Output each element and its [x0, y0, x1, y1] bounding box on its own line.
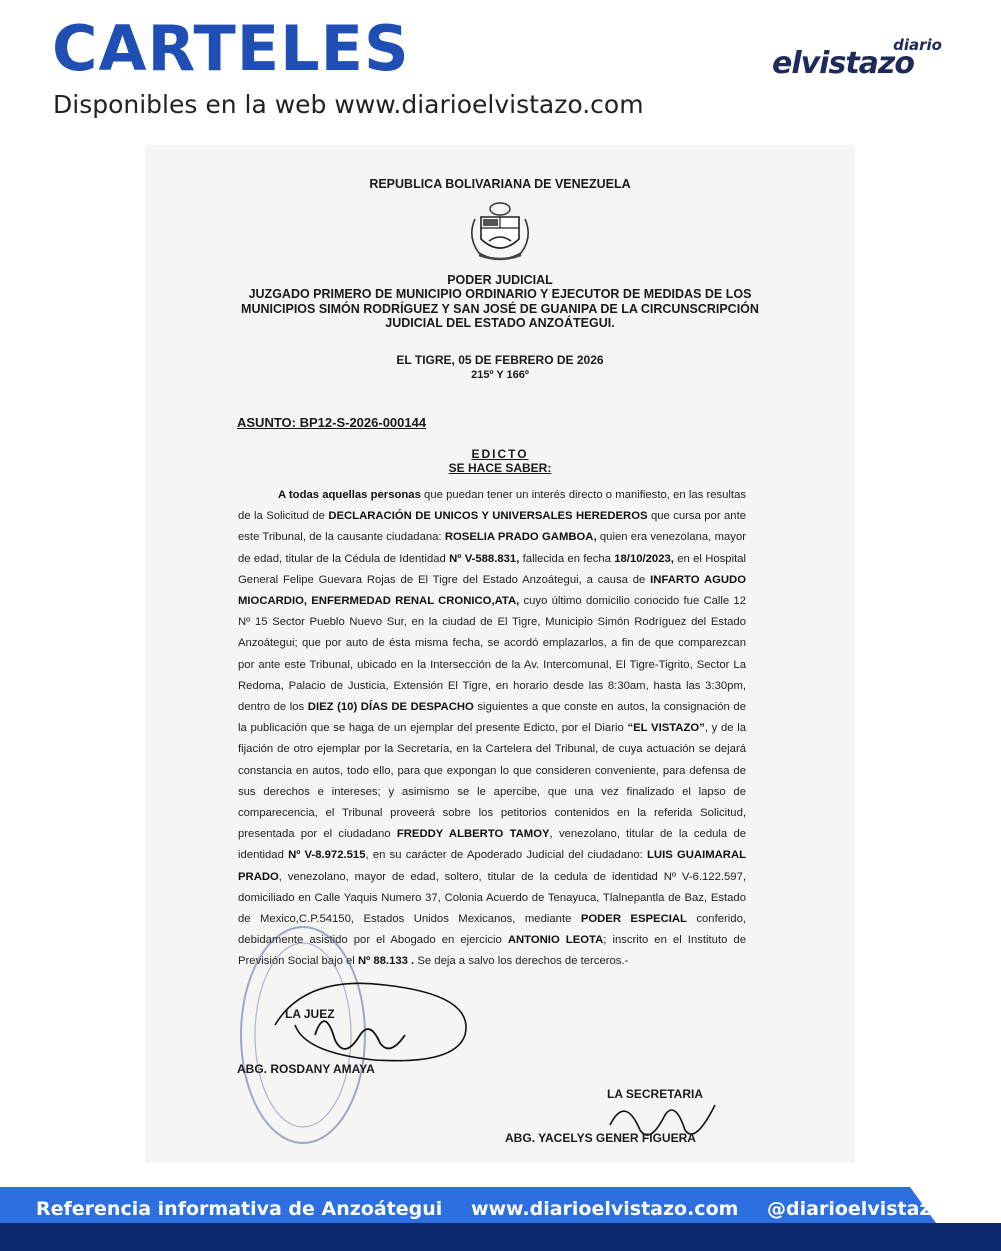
brand-logo: [772, 36, 952, 86]
coat-of-arms-icon: [459, 197, 541, 267]
poder-judicial-heading: PODER JUDICIAL: [447, 273, 553, 287]
footer-text: [36, 1198, 966, 1220]
footer-website-link[interactable]: www.diarioelvistazo.com: [470, 1198, 739, 1220]
republic-heading: REPUBLICA BOLIVARIANA DE VENEZUELA: [369, 177, 631, 191]
judge-role: LA JUEZ: [285, 1007, 335, 1021]
footer-social-handle[interactable]: @diarioelvistazo: [767, 1198, 944, 1220]
edict-title: EDICTO: [471, 447, 529, 461]
case-subject: ASUNTO: BP12-S-2026-000144: [237, 415, 427, 430]
logo-small-text: diario: [893, 36, 942, 54]
page-subtitle: Disponibles en la web www.diarioelvistazo.com: [53, 90, 644, 119]
year-numbers: 215º Y 166º: [471, 369, 529, 381]
footer-reference: Referencia informativa de Anzoátegui: [36, 1198, 443, 1220]
edict-paragraph: A todas aquellas personas que puedan tener un interés directo o manifiesto, en las resultas de la Solicitud de DECLARACIÓN DE UNICOS Y UNIVERSALES HEREDEROS que cursa por ante este Tribunal, de la causante ciudadana: ROSELIA PRADO GAMBOA, quien era venezolana, mayor de edad, titular de la Cédula de Identidad Nº V-588.831, fallecida en fecha 18/10/2023, en el Hospital General Felipe Guevara Rojas de El Tigre del Estado Anzoátegui, a causa de INFARTO AGUDO MIOCARDIO, ENFERMEDAD RENAL CRONICO,ATA, cuyo último domicilio conocido fue Calle 12 Nº 15 Sector Pueblo Nuevo Sur, en la ciudad de El Tigre, Municipio Simón Rodríguez del Estado Anzoátegui; que por auto de ésta misma fecha, se acordó emplazarlos, a fin de que comparezcan por ante este Tribunal, ubicado en la Intersección de la Av. Intercomunal, El Tigre-Tigrito, Sector La Redoma, Palacio de Justicia, Extensión El Tigre, en horario desde las 8:30am, hasta las 3:30pm, dentro de los DIEZ (10) DÍAS DE DESPACHO siguientes a que conste en autos, la consignación de la publicación que se haga de un ejemplar del presente Edicto, por el Diario “EL VISTAZO”, y de la fijación de otro ejemplar por la Secretaría, en la Cartelera del Tribunal, de cuya actuación se dejará constancia en autos, todo ello, para que expongan lo que consideren conveniente, para defensa de sus derechos e intereses; y asimismo se le apercibe, que una vez finalizado el lapso de comparecencia, el Tribunal proveerá sobre los petitorios contenidos en la referida Solicitud, presentada por el ciudadano FREDDY ALBERTO TAMOY, venezolano, titular de la cedula de identidad Nº V-8.972.515, en su carácter de Apoderado Judicial del ciudadano: LUIS GUAIMARAL PRADO, venezolano, mayor de edad, soltero, titular de la cedula de identidad Nº V-6.122.597, domiciliado en Calle Yaquis Numero 37, Colonia Acuerdo de Tenayuca, Tlalnepantla de Baz, Estado de Mexico,C.P.54150, Estados Unidos Mexicanos, mediante PODER ESPECIAL conferido, debidamente asistido por el Abogado en ejercicio ANTONIO LEOTA; inscrito en el Instituto de Previsión Social bajo el Nº 88.133 . Se deja a salvo los derechos de terceros.-: [238, 489, 747, 968]
court-name-heading: JUZGADO PRIMERO DE MUNICIPIO ORDINARIO Y EJECUTOR DE MEDIDAS DE LOS MUNICIPIOS SIMÓN RODRÍGUEZ Y SAN JOSÉ DE GUANIPA DE LA CIRCUNSCRIPCIÓN JUDICIAL DEL ESTADO ANZOÁTEGUI.: [241, 287, 759, 330]
edict-subtitle: SE HACE SABER:: [448, 461, 552, 475]
secretary-name: ABG. YACELYS GENER FIGUERA: [505, 1131, 696, 1145]
edict-body: [238, 485, 746, 973]
page-title: CARTELES: [52, 12, 410, 85]
scanned-edict-document: [145, 145, 855, 1163]
place-date: EL TIGRE, 05 DE FEBRERO DE 2026: [396, 353, 604, 367]
secretary-role: LA SECRETARIA: [607, 1087, 703, 1101]
logo-main-text: elvistazo: [772, 46, 914, 81]
judge-name: ABG. ROSDANY AMAYA: [237, 1062, 375, 1076]
